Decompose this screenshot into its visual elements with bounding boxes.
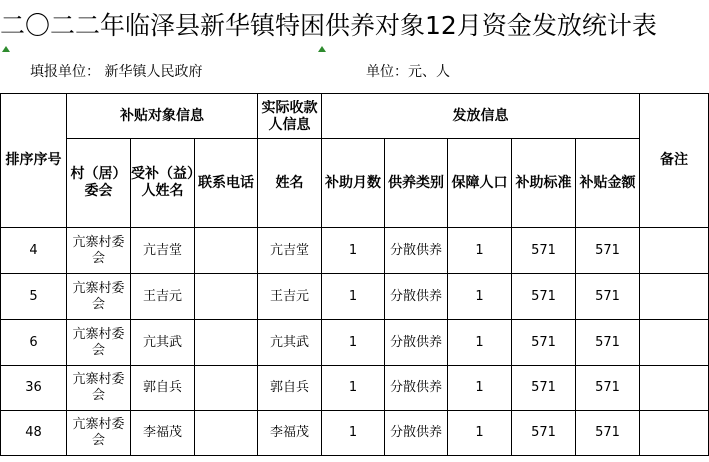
reporting-unit: 填报单位： 新华镇人民政府 xyxy=(30,64,203,80)
header-persons: 保障人口 xyxy=(448,139,512,228)
header-months: 补助月数 xyxy=(322,139,385,228)
village-cell: 亢寨村委会 xyxy=(67,366,131,411)
village-cell: 亢寨村委会 xyxy=(67,228,131,274)
remark-cell xyxy=(640,228,709,274)
header-subsidy-object-info: 补贴对象信息 xyxy=(67,94,258,139)
page-title: 二〇二二年临泽县新华镇特困供养对象12月资金发放统计表 xyxy=(0,11,657,40)
seq-cell: 4 xyxy=(1,228,67,274)
seq-cell: 6 xyxy=(1,320,67,366)
table-row xyxy=(1,274,709,320)
category-cell: 分散供养 xyxy=(385,411,448,456)
standard-cell: 571 xyxy=(512,411,576,456)
header-amount: 补贴金额 xyxy=(576,139,640,228)
standard-cell: 571 xyxy=(512,274,576,320)
payee-cell: 李福茂 xyxy=(258,411,322,456)
category-cell: 分散供养 xyxy=(385,274,448,320)
name-cell: 郭自兵 xyxy=(131,366,195,411)
payee-cell: 亢吉堂 xyxy=(258,228,322,274)
phone-cell xyxy=(195,274,258,320)
payout-table xyxy=(0,93,709,456)
header-payout-info: 发放信息 xyxy=(322,94,640,139)
village-cell: 亢寨村委会 xyxy=(67,411,131,456)
header-category: 供养类别 xyxy=(385,139,448,228)
currency-unit: 单位：元、人 xyxy=(366,64,450,80)
payee-cell: 王吉元 xyxy=(258,274,322,320)
persons-cell: 1 xyxy=(448,228,512,274)
months-cell: 1 xyxy=(322,411,385,456)
remark-cell xyxy=(640,274,709,320)
table-row xyxy=(1,228,709,274)
cell-comment-marker-icon xyxy=(318,46,326,52)
seq-cell: 5 xyxy=(1,274,67,320)
table-row xyxy=(1,366,709,411)
category-cell: 分散供养 xyxy=(385,320,448,366)
header-seq: 排序序号 xyxy=(1,94,67,228)
phone-cell xyxy=(195,320,258,366)
remark-cell xyxy=(640,320,709,366)
village-cell: 亢寨村委会 xyxy=(67,274,131,320)
months-cell: 1 xyxy=(322,320,385,366)
name-cell: 李福茂 xyxy=(131,411,195,456)
amount-cell: 571 xyxy=(576,274,640,320)
header-remark: 备注 xyxy=(640,94,709,228)
payee-cell: 郭自兵 xyxy=(258,366,322,411)
header-village: 村（居）委会 xyxy=(67,139,131,228)
phone-cell xyxy=(195,228,258,274)
seq-cell: 36 xyxy=(1,366,67,411)
months-cell: 1 xyxy=(322,274,385,320)
village-cell: 亢寨村委会 xyxy=(67,320,131,366)
amount-cell: 571 xyxy=(576,320,640,366)
payee-cell: 亢其武 xyxy=(258,320,322,366)
persons-cell: 1 xyxy=(448,320,512,366)
table-row xyxy=(1,411,709,456)
category-cell: 分散供养 xyxy=(385,366,448,411)
phone-cell xyxy=(195,366,258,411)
phone-cell xyxy=(195,411,258,456)
header-actual-payee-info: 实际收款人信息 xyxy=(258,94,322,139)
header-standard: 补助标准 xyxy=(512,139,576,228)
months-cell: 1 xyxy=(322,228,385,274)
months-cell: 1 xyxy=(322,366,385,411)
header-payee-name: 姓名 xyxy=(258,139,322,228)
name-cell: 亢其武 xyxy=(131,320,195,366)
seq-cell: 48 xyxy=(1,411,67,456)
standard-cell: 571 xyxy=(512,228,576,274)
cell-comment-marker-icon xyxy=(2,46,10,52)
category-cell: 分散供养 xyxy=(385,228,448,274)
amount-cell: 571 xyxy=(576,411,640,456)
persons-cell: 1 xyxy=(448,411,512,456)
amount-cell: 571 xyxy=(576,366,640,411)
name-cell: 亢吉堂 xyxy=(131,228,195,274)
remark-cell xyxy=(640,411,709,456)
header-recipient-name: 受补（益）人姓名 xyxy=(131,139,195,228)
table-row xyxy=(1,320,709,366)
persons-cell: 1 xyxy=(448,274,512,320)
standard-cell: 571 xyxy=(512,366,576,411)
name-cell: 王吉元 xyxy=(131,274,195,320)
standard-cell: 571 xyxy=(512,320,576,366)
remark-cell xyxy=(640,366,709,411)
persons-cell: 1 xyxy=(448,366,512,411)
amount-cell: 571 xyxy=(576,228,640,274)
header-phone: 联系电话 xyxy=(195,139,258,228)
